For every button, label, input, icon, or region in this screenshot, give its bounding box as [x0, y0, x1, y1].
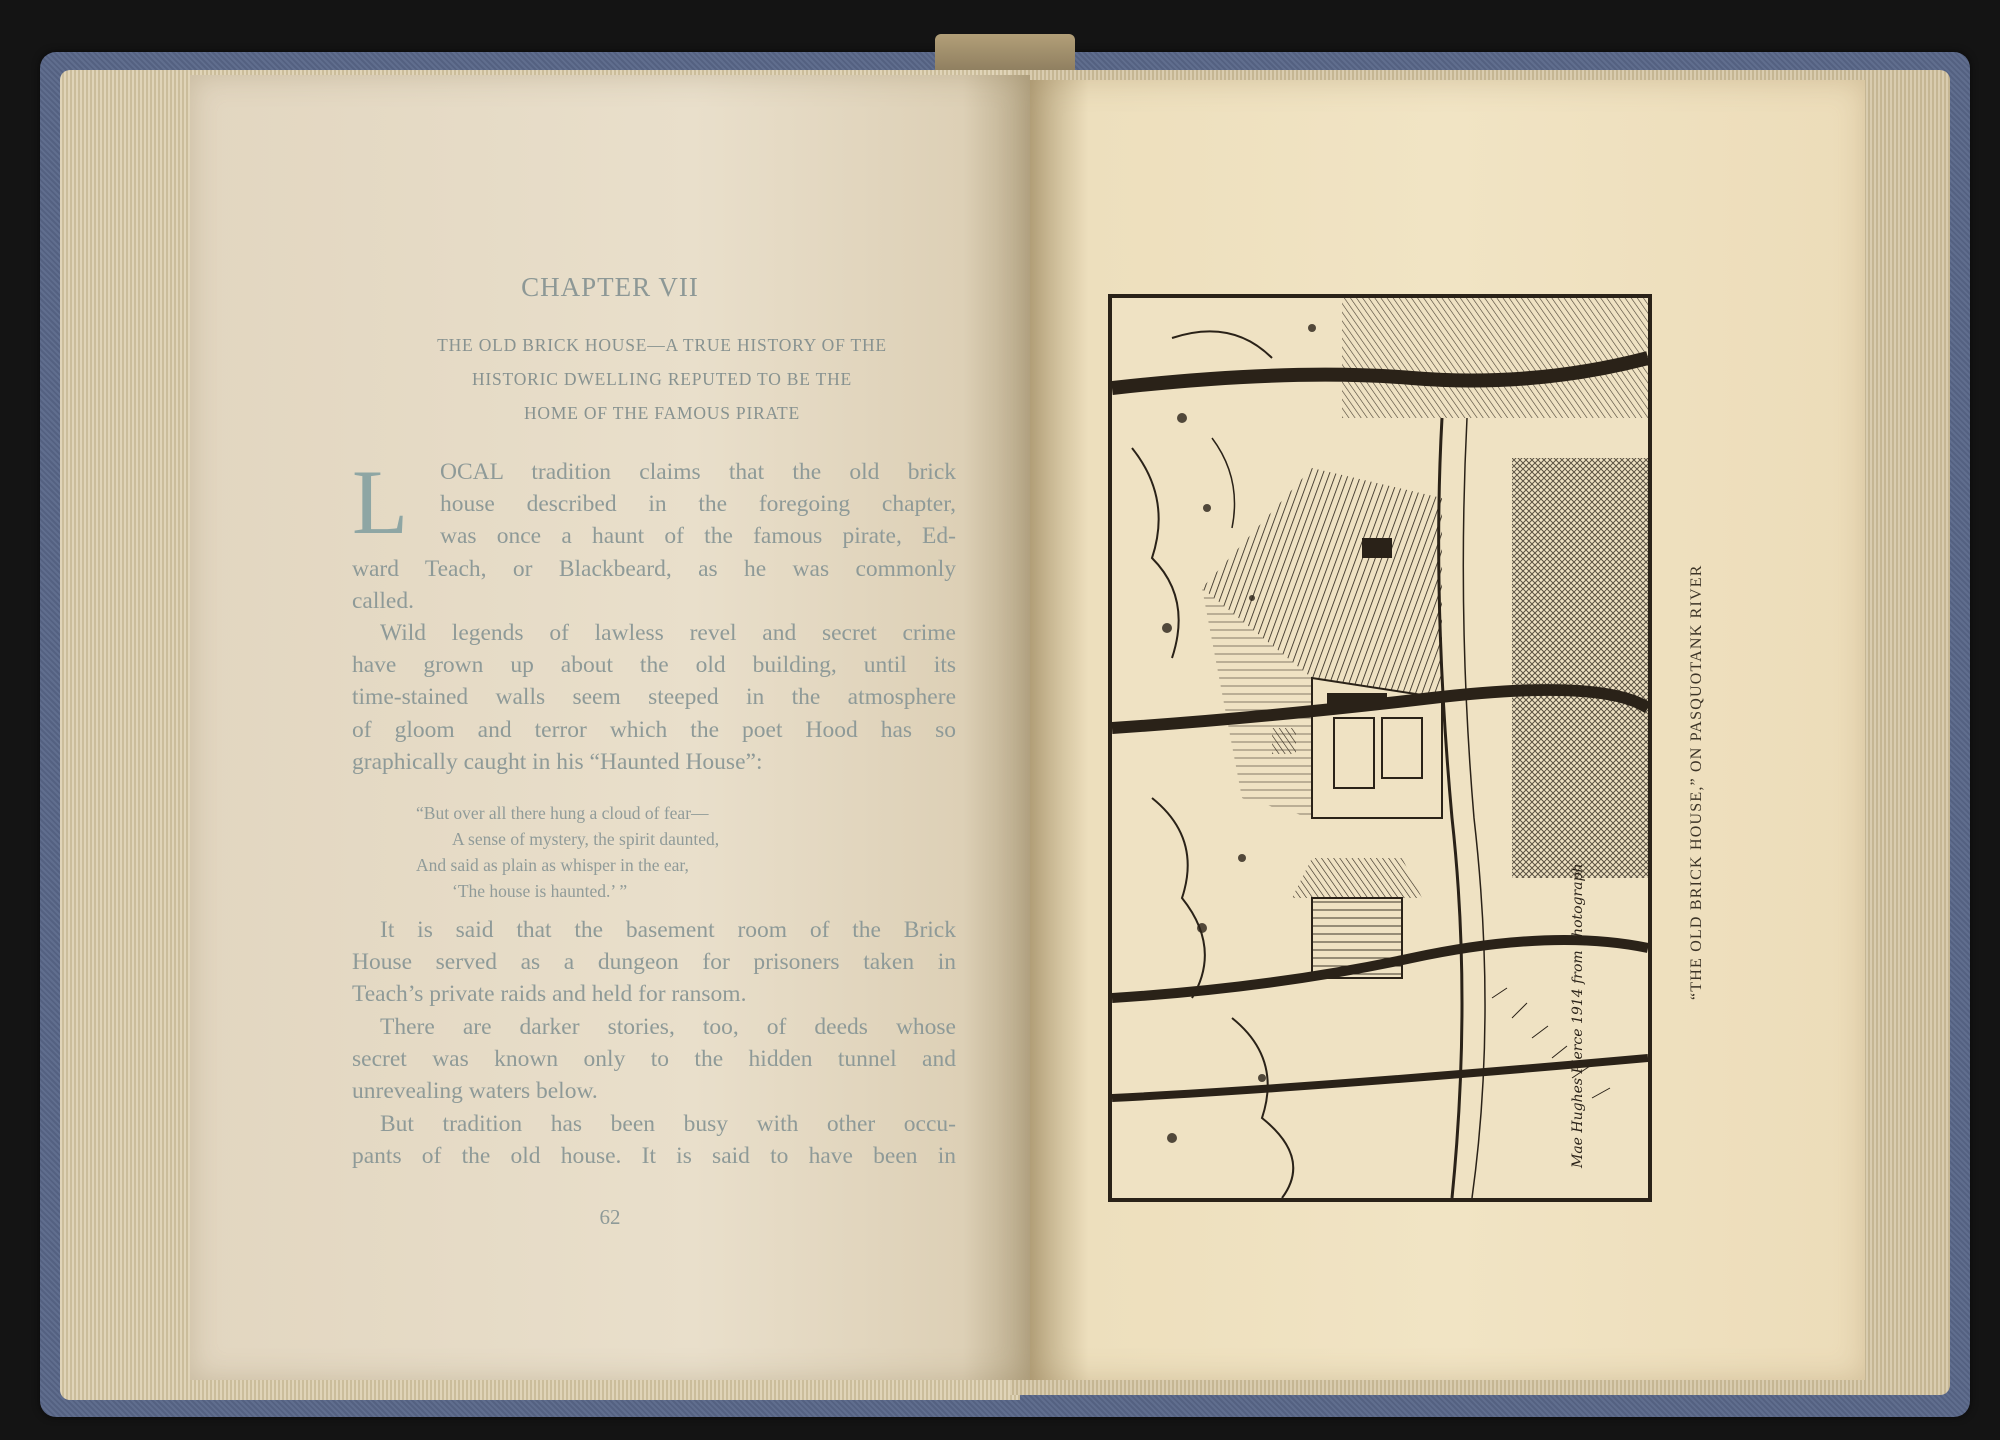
page-number: 62 [599, 1205, 621, 1229]
paragraph-5 [352, 1108, 956, 1172]
illustration-caption: “THE OLD BRICK HOUSE,” ON PASQUOTANK RIVER [1688, 564, 1705, 1000]
text-line: of gloom and terror which the poet Hood has so [352, 716, 956, 743]
spine-headband [935, 34, 1075, 74]
text-line: ward Teach, or Blackbeard, as he was commonly [352, 555, 956, 582]
paragraph-2 [352, 617, 956, 778]
artist-signature: Mae Hughes Pierce 1914 from photograph [1570, 863, 1586, 1168]
verse-line: A sense of mystery, the spirit daunted, [452, 829, 720, 849]
text-line: was once a haunt of the famous pirate, Ed- [440, 523, 956, 550]
text-line: called. [352, 587, 414, 614]
text-line: There are darker stories, too, of deeds whose [380, 1014, 956, 1040]
text-line: It is said that the basement room of the Brick [380, 917, 956, 943]
text-line: House served as a dungeon for prisoners taken in [352, 949, 956, 976]
text-line: But tradition has been busy with other occu- [380, 1111, 956, 1137]
chapter-title: CHAPTER VII [521, 272, 699, 302]
verse-line: “But over all there hung a cloud of fear— [416, 803, 709, 823]
text-line: Teach’s private raids and held for ransom. [352, 981, 747, 1008]
text-line: OCAL tradition claims that the old brick [440, 459, 956, 485]
old-brick-house-illustration [1108, 294, 1652, 1202]
text-line: house described in the foregoing chapter, [440, 491, 956, 518]
text-line: graphically caught in his “Haunted House”: [352, 748, 763, 775]
paragraph-4 [352, 1011, 956, 1108]
verse-line: And said as plain as whisper in the ear, [416, 855, 689, 875]
verse-quotation [416, 800, 956, 904]
text-line: unrevealing waters below. [352, 1078, 598, 1105]
text-line: have grown up about the old building, until its [352, 652, 956, 679]
subtitle-line: HISTORIC DWELLING REPUTED TO BE THE [471, 369, 853, 389]
paragraph-3 [352, 914, 956, 1011]
chapter-subtitle [352, 328, 972, 430]
subtitle-line: THE OLD BRICK HOUSE—A TRUE HISTORY OF THE [437, 335, 887, 355]
text-line: secret was known only to the hidden tunnel and [352, 1046, 956, 1073]
drop-cap: L [352, 451, 409, 553]
pen-drawing-image [1112, 298, 1648, 1198]
text-line: Wild legends of lawless revel and secret crime [380, 620, 956, 646]
text-line: pants of the old house. It is said to have been in [352, 1143, 956, 1170]
text-line: time-stained walls seem steeped in the atmosphere [352, 684, 956, 711]
verse-line: ‘The house is haunted.’ ” [452, 881, 628, 901]
paragraph-1 [352, 451, 956, 617]
subtitle-line: HOME OF THE FAMOUS PIRATE [523, 403, 801, 423]
